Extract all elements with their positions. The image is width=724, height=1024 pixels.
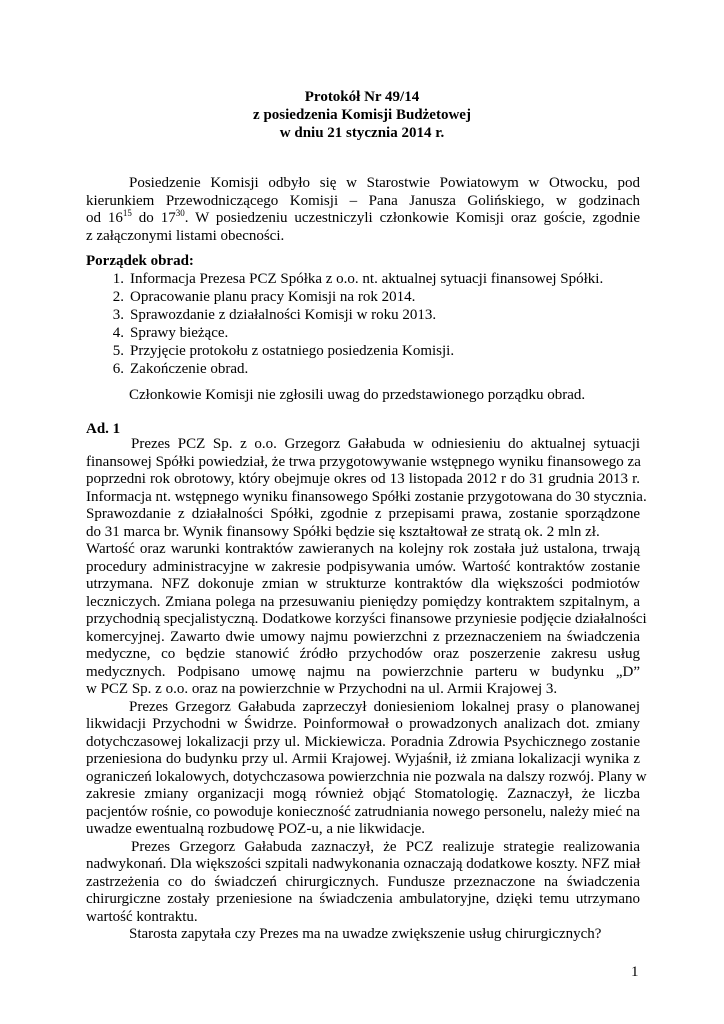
agenda-item (86, 342, 603, 360)
title-line-3: w dniu 21 stycznia 2014 r. (279, 125, 445, 141)
ad1-line: procedury administracyjne w zakresie podpisywania umów. Wartość kontraktów zostanie (86, 558, 640, 575)
ad1-line: Informacja nt. wstępnego wyniku finansowego Spółki zostanie przygotowana do 30 stycznia. (86, 488, 647, 505)
ad1-line: komercyjnej. Zawarto dwie umowy najmu powierzchni z przeznaczeniem na świadczenia (86, 628, 640, 645)
intro-time-end: do 17 (131, 210, 176, 226)
ad1-line: medycznych. Podpisano umowę najmu na powierzchnie parteru w budynku „D” (86, 663, 640, 680)
intro-time-end-minutes: 30 (175, 208, 185, 218)
ad1-line: dotychczasowej lokalizacji przy ul. Mickiewicza. Poradnia Zdrowia Psychicznego zostanie (86, 733, 640, 750)
ad1-line: utrzymana. NFZ dokonuje zmian w strukturze kontraktów dla większości podmiotów (86, 576, 640, 592)
ad1-line: Prezes Grzegorz Gałabuda zaznaczył, że PCZ realizuje strategie realizowania (131, 838, 640, 855)
ad1-line: w PCZ Sp. z o.o. oraz na powierzchnie w Przychodni na ul. Armii Krajowej 3. (86, 681, 558, 697)
agenda-item-text: Zakończenie obrad. (130, 361, 249, 377)
ad1-line: chirurgiczne zostały przeniesione na świadczenia ambulatoryjne, dzięki temu utrzymano (86, 891, 640, 907)
page-number: 1 (631, 964, 639, 980)
agenda-item-number: 2. (112, 289, 124, 305)
ad1-line: poprzedni rok obrotowy, który obejmuje okres od 13 listopada 2012 r do 31 grudnia 2013 r. (86, 471, 640, 487)
agenda-item-text: Informacja Prezesa PCZ Spółka z o.o. nt. aktualnej sytuacji finansowej Spółki. (130, 271, 604, 287)
ad1-line: do 31 marca br. Wynik finansowy Spółki będzie się kształtował ze stratą ok. 2 mln zł. (86, 523, 600, 540)
ad1-line: likwidacji Przychodni w Świdrze. Poinformował o prowadzonych analizach dot. zmiany (86, 716, 640, 732)
ad1-body (86, 436, 647, 944)
intro-line-4: z załączonymi listami obecności. (86, 227, 285, 244)
agenda-item (86, 324, 603, 342)
agenda-item (86, 306, 603, 324)
ad1-line: uwadze ewentualną rozbudowę POZ-u, a nie likwidacje. (86, 821, 426, 837)
ad1-line: Sprawozdanie z działalności Spółki, zgodnie z przepisami prawa, zostanie sporządzone (86, 506, 640, 522)
agenda-item (86, 360, 603, 378)
ad1-line: medyczne, co będzie stanowić źródło przychodów oraz poszerzenie zakresu usług (86, 646, 640, 662)
ad1-line: zastrzeżenia co do świadczeń chirurgicznych. Fundusze przeznaczone na świadczenia (86, 873, 640, 890)
intro-line-3-rest: . W posiedzeniu uczestniczyli członkowie Komisji oraz goście, zgodnie (184, 210, 641, 226)
agenda-item-number: 1. (112, 271, 124, 287)
agenda-item-text: Sprawy bieżące. (130, 325, 229, 341)
agenda-item (86, 288, 603, 306)
ad1-line: Prezes PCZ Sp. z o.o. Grzegorz Gałabuda w odniesieniu do aktualnej sytuacji (131, 436, 640, 452)
ad1-line: nadwykonań. Dla większości szpitali nadwykonania oznaczają dodatkowe koszty. NFZ miał (86, 856, 641, 872)
agenda-item (86, 270, 603, 288)
title-line-1: Protokół Nr 49/14 (304, 89, 420, 105)
intro-time-start: od 16 (86, 210, 123, 226)
ad1-line: wartość kontraktu. (86, 908, 198, 925)
ad1-line: leczniczych. Zmiana polega na przesuwaniu pieniędzy pomiędzy kontraktem szpitalnym, a (86, 593, 640, 610)
agenda-item-number: 3. (112, 307, 124, 323)
intro-line-2: kierunkiem Przewodniczącego Komisji – Pana Janusza Golińskiego, w godzinach (86, 192, 640, 209)
title-line-2: z posiedzenia Komisji Budżetowej (253, 107, 471, 123)
ad1-line: Starosta zapytała czy Prezes ma na uwadze zwiększenie usług chirurgicznych? (129, 926, 602, 942)
agenda-item-number: 6. (112, 361, 124, 377)
agenda-note: Członkowie Komisji nie zgłosili uwag do przedstawionego porządku obrad. (129, 387, 586, 403)
agenda-item-text: Opracowanie planu pracy Komisji na rok 2014. (130, 289, 416, 305)
agenda-item-text: Sprawozdanie z działalności Komisji w roku 2013. (130, 307, 437, 323)
ad1-line: przychodnią specjalistyczną. Dodatkowe korzyści finansowe przyniesie podjęcie działalności (86, 611, 647, 627)
agenda-heading: Porządek obrad: (86, 253, 194, 269)
agenda-item-number: 5. (112, 343, 124, 359)
agenda-list (86, 270, 603, 378)
intro-line-1: Posiedzenie Komisji odbyło się w Starostwie Powiatowym w Otwocku, pod (129, 175, 640, 191)
intro-line-3 (86, 210, 640, 228)
ad1-line: Prezes Grzegorz Gałabuda zaprzeczył doniesieniom lokalnej prasy o planowanej (129, 698, 640, 715)
ad1-line: ograniczeń lokalowych, dotychczasowa powierzchnia nie pozwala na dalszy rozwój. Plany w (86, 768, 647, 785)
ad1-heading: Ad. 1 (86, 421, 121, 437)
document-title (0, 88, 724, 142)
ad1-line: finansowej Spółki powiedział, że trwa przygotowywanie wstępnego wyniku finansowego za (86, 453, 641, 470)
ad1-line: Wartość oraz warunki kontraktów zawieranych na kolejny rok została już ustalona, trwają (86, 541, 640, 557)
ad1-line: pacjentów rośnie, co powoduje konieczność zatrudniania nowego personelu, należy mieć na (86, 803, 640, 820)
intro-paragraph (86, 175, 640, 245)
ad1-line: zakresie zmiany organizacji mogą również objąć Stomatologię. Zaznaczył, że liczba (86, 786, 640, 802)
agenda-item-text: Przyjęcie protokołu z ostatniego posiedzenia Komisji. (130, 343, 455, 359)
agenda-item-number: 4. (112, 325, 124, 341)
ad1-line: przeniesiona do budynku przy ul. Armii Krajowej. Wyjaśnił, iż zmiana lokalizacji wynika z (86, 751, 640, 767)
intro-time-start-minutes: 15 (122, 208, 132, 218)
